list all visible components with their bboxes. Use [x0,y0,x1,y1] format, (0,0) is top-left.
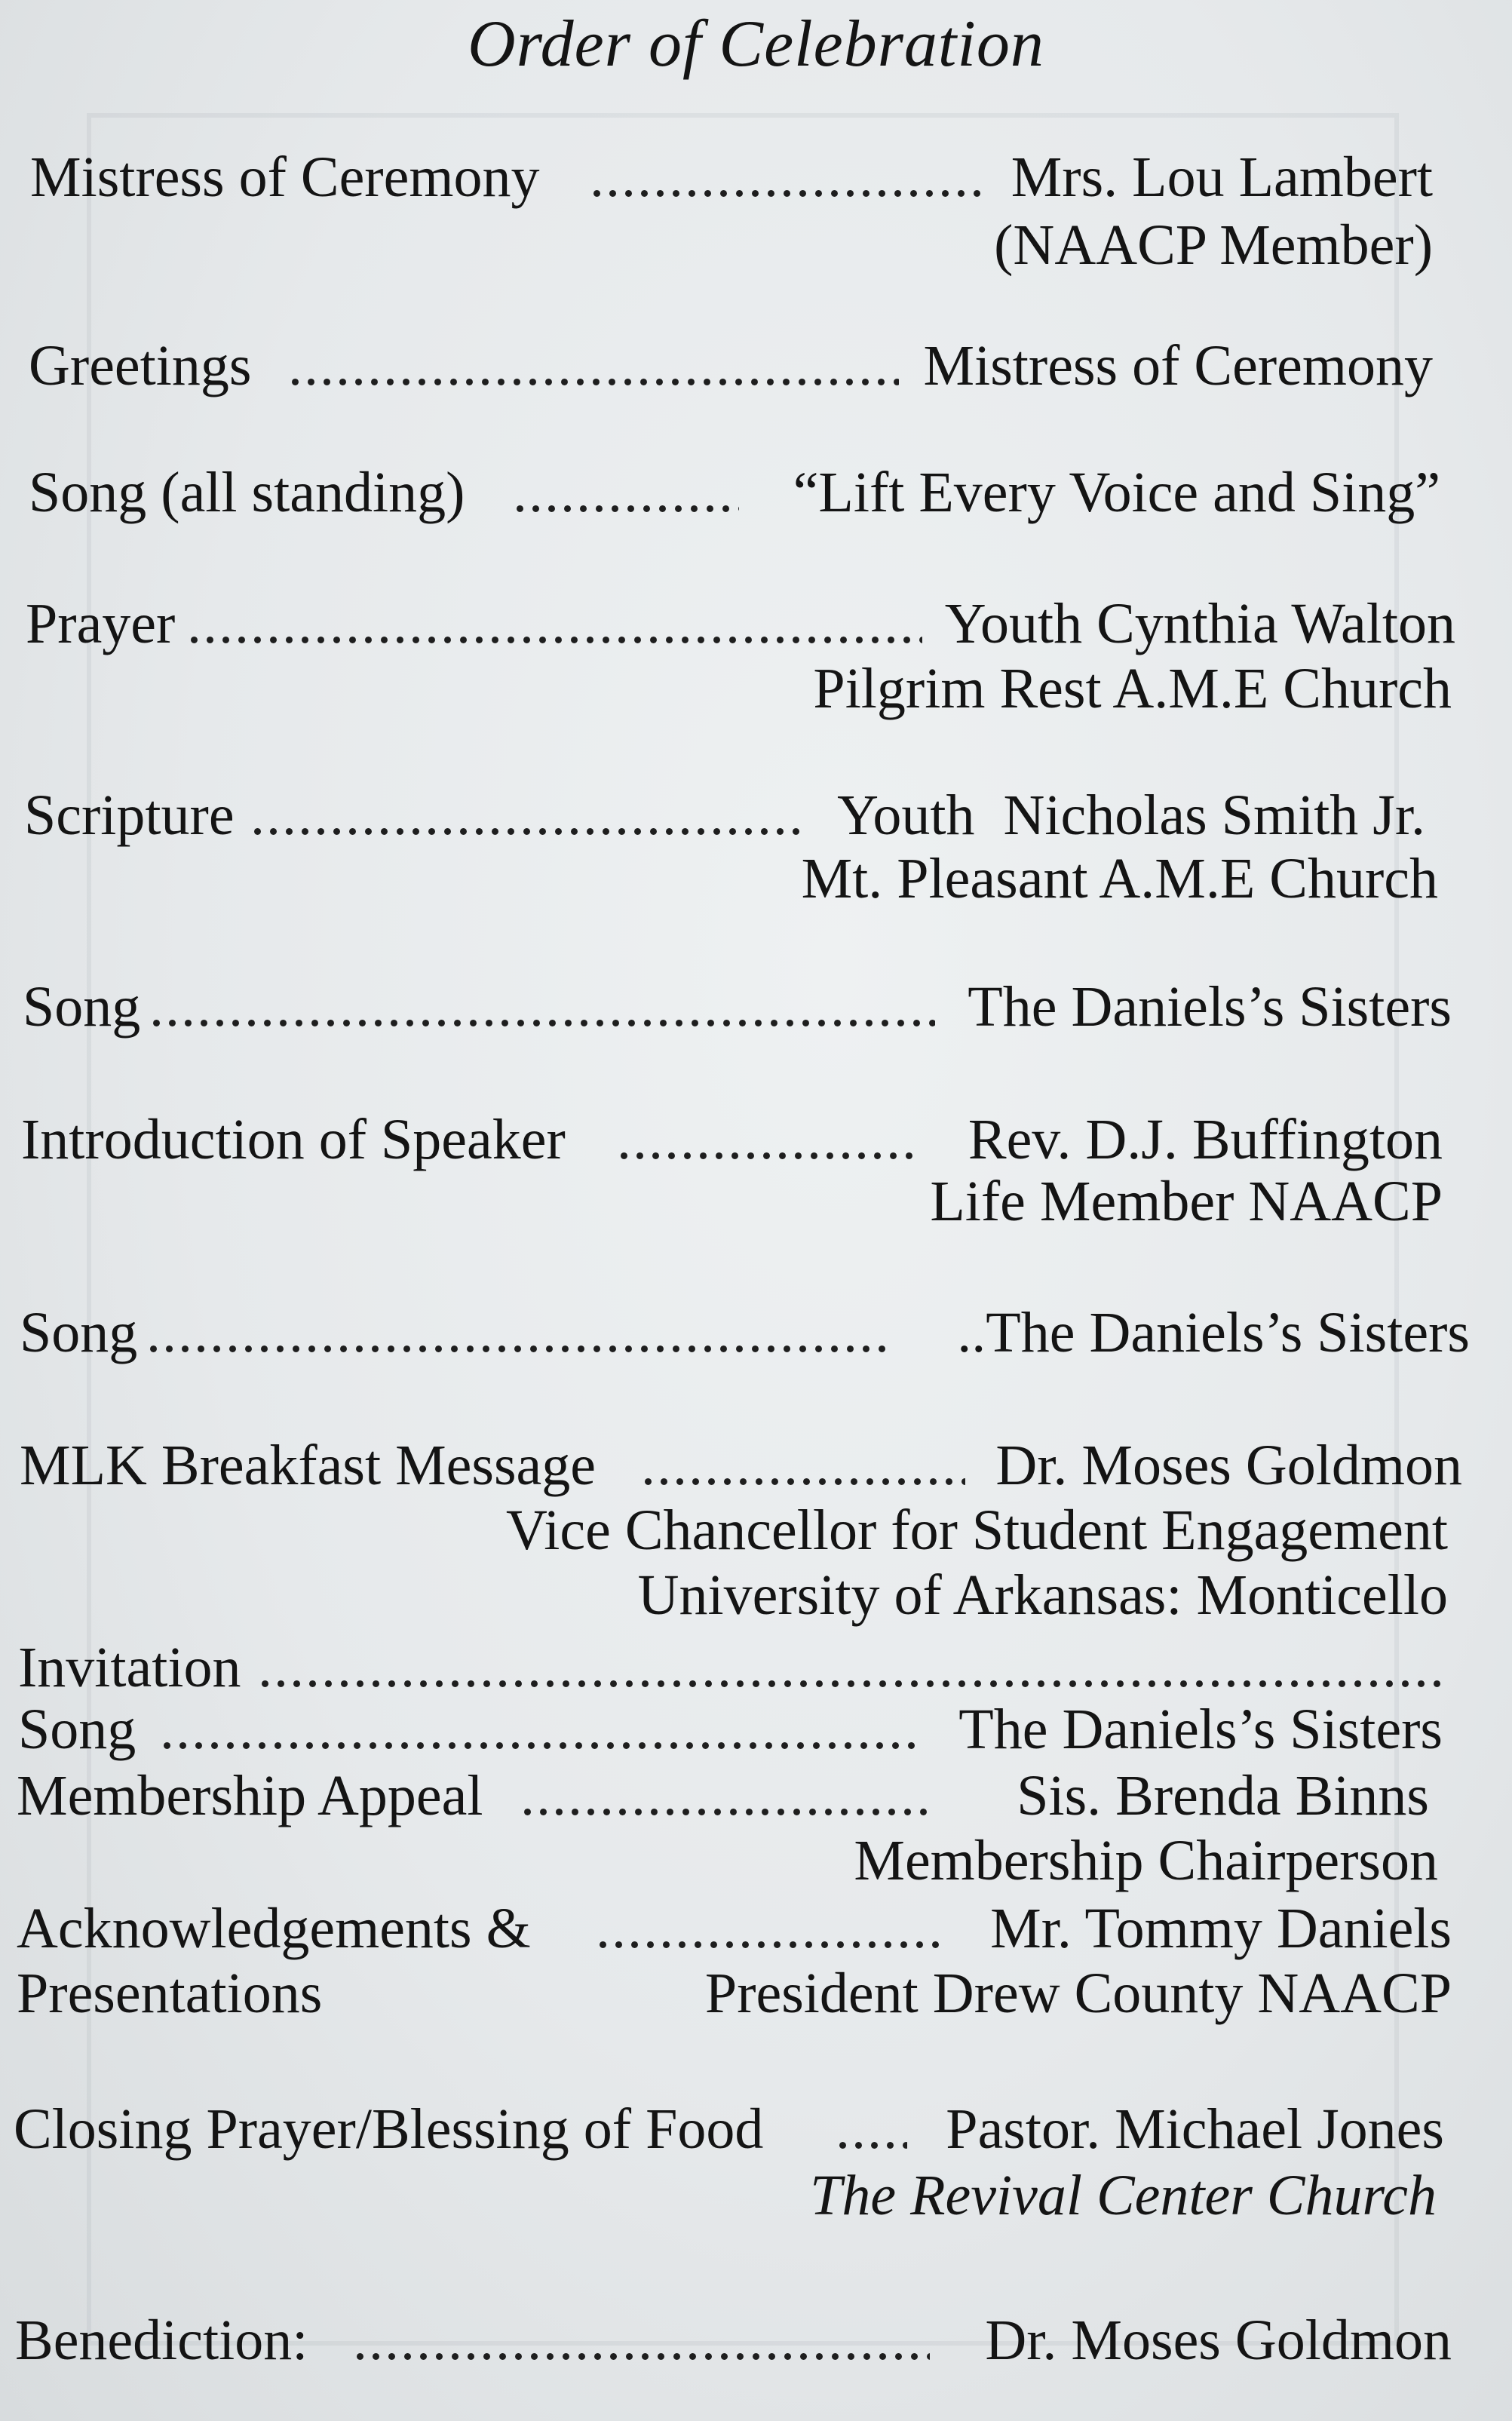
program-item-membership-detail [0,1827,1512,1895]
program-item-song-standing [0,459,1512,526]
dot-leader [146,1299,885,1367]
item-name: The Daniels’s Sisters [958,1698,1443,1761]
program-item-introduction-detail [0,1168,1512,1235]
item-name: “Lift Every Voice and Sing” [793,461,1440,524]
program-item-greetings [0,332,1512,400]
program-item-introduction [0,1106,1512,1174]
item-name: Youth Cynthia Walton [944,592,1455,655]
program-item-mistress [0,143,1512,211]
item-label: Invitation [18,1636,241,1699]
item-detail: Mt. Pleasant A.M.E Church [801,847,1438,910]
item-label: Song (all standing) [29,461,465,524]
item-label: Acknowledgements & [17,1897,531,1960]
item-label: Benediction: [15,2309,308,2372]
program-item-song-2 [0,1299,1512,1367]
dot-leader [641,1431,965,1499]
program-item-message [0,1431,1512,1499]
item-name: Dr. Moses Goldmon [985,2309,1452,2372]
program-item-song-3 [0,1695,1512,1763]
item-name: The Daniels’s Sisters [968,975,1452,1039]
program-item-membership [0,1762,1512,1830]
item-label: Membership Appeal [17,1764,483,1827]
program-item-message-detail-2 [0,1561,1512,1629]
item-detail: President Drew County NAACP [704,1962,1452,2025]
program-item-closing-prayer-detail [0,2162,1512,2229]
item-label: Song [23,975,141,1039]
item-name: Dr. Moses Goldmon [995,1434,1462,1497]
page-title: Order of Celebration [468,8,1044,81]
dot-leader [596,1895,943,1962]
item-name: ..The Daniels’s Sisters [957,1301,1470,1364]
item-name: Mrs. Lou Lambert [1011,146,1433,209]
item-label: Prayer [26,592,176,655]
item-detail: Life Member NAACP [930,1170,1443,1233]
dot-leader [353,2306,930,2374]
program-item-invitation [0,1634,1512,1701]
dot-leader [513,459,739,526]
program-item-message-detail-1 [0,1496,1512,1564]
item-name: Mr. Tommy Daniels [990,1897,1452,1960]
program-item-prayer [0,590,1512,658]
item-detail: Vice Chancellor for Student Engagement [505,1499,1448,1562]
program-item-acknowledgements [0,1895,1512,1962]
item-label: Closing Prayer/Blessing of Food [14,2097,764,2161]
item-detail: The Revival Center Church [810,2164,1437,2227]
dot-leader [288,332,899,400]
dot-leader [520,1762,928,1830]
dot-leader [836,2095,907,2163]
dot-leader [590,143,980,211]
item-label: Song [18,1698,136,1761]
dot-leader [160,1695,918,1763]
dot-leader [617,1106,919,1174]
program-item-song-1 [0,973,1512,1041]
item-label: MLK Breakfast Message [20,1434,597,1497]
dot-leader [149,973,935,1041]
item-name: Sis. Brenda Binns [1017,1764,1429,1827]
item-label: Mistress of Ceremony [30,146,540,209]
program-item-prayer-detail [0,655,1512,723]
program-item-acknowledgements-detail [0,1959,1512,2027]
program-item-scripture [0,781,1512,849]
dot-leader [258,1634,1446,1701]
program-item-closing-prayer [0,2095,1512,2163]
program-item-mistress-detail [0,211,1512,279]
item-label: Song [20,1301,138,1364]
dot-leader [187,590,922,658]
item-name: Youth Nicholas Smith Jr. [837,784,1425,847]
dot-leader [250,781,802,849]
program-item-scripture-detail [0,845,1512,913]
program-item-benediction [0,2306,1512,2374]
item-detail: University of Arkansas: Monticello [637,1563,1448,1627]
item-label-continued: Presentations [17,1962,323,2025]
item-detail: Pilgrim Rest A.M.E Church [813,657,1452,720]
item-name: Pastor. Michael Jones [946,2097,1444,2161]
item-label: Greetings [29,334,252,397]
item-name: Mistress of Ceremony [923,334,1433,397]
item-name: Rev. D.J. Buffington [968,1108,1443,1171]
item-label: Scripture [24,784,235,847]
item-detail: (NAACP Member) [994,213,1433,277]
item-label: Introduction of Speaker [21,1108,566,1171]
item-detail: Membership Chairperson [854,1829,1438,1892]
